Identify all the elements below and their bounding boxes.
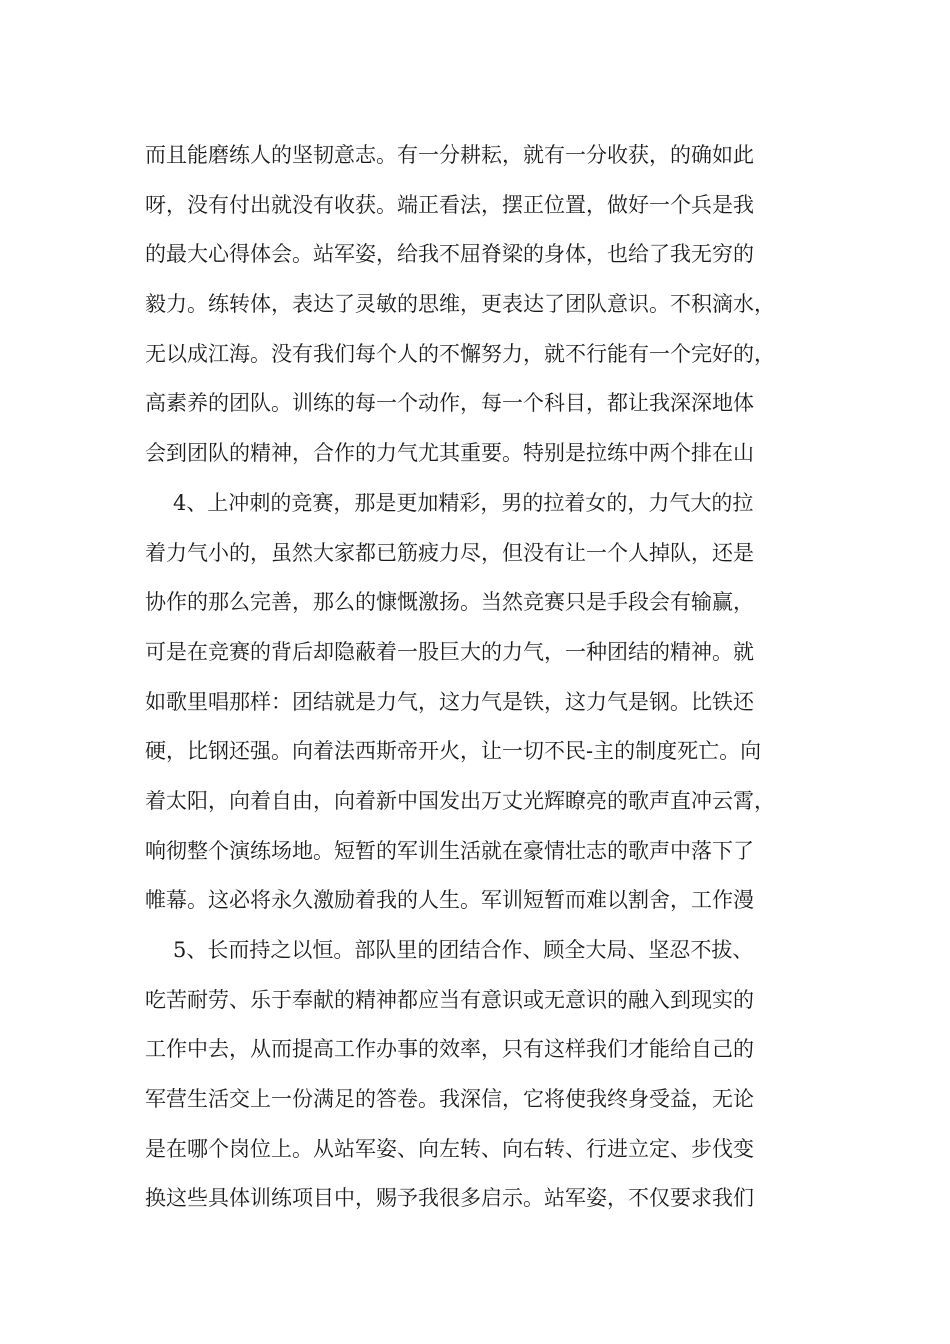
text-line: 的最大心得体会。站军姿，给我不屈脊梁的身体，也给了我无穷的 (145, 242, 754, 267)
paragraph-4-start: 4、上冲刺的竞赛，那是更加精彩，男的拉着女的，力气大的拉 (173, 490, 754, 515)
text-line: 毅力。练转体，表达了灵敏的思维，更表达了团队意识。不积滴水， (145, 292, 775, 317)
text-line: 吃苦耐劳、乐于奉献的精神都应当有意识或无意识的融入到现实的 (145, 987, 754, 1012)
text-line: 而且能磨练人的坚韧意志。有一分耕耘，就有一分收获，的确如此 (145, 143, 754, 167)
text-line: 协作的那么完善，那么的慷慨激扬。当然竞赛只是手段会有输赢， (145, 590, 754, 615)
text-line: 是在哪个岗位上。从站军姿、向左转、向右转、行进立定、步伐变 (145, 1136, 754, 1161)
text-line: 帷幕。这必将永久激励着我的人生。军训短暂而难以割舍，工作漫 (145, 888, 754, 913)
text-line: 可是在竞赛的背后却隐蔽着一股巨大的力气，一种团结的精神。就 (145, 639, 754, 664)
text-line: 如歌里唱那样：团结就是力气，这力气是铁，这力气是钢。比铁还 (145, 689, 754, 714)
text-line: 着太阳，向着自由，向着新中国发出万丈光辉瞭亮的歌声直冲云霄， (145, 788, 775, 813)
paragraph-5-start: 5、长而持之以恒。部队里的团结合作、顾全大局、坚忍不拔、 (173, 938, 754, 962)
text-line: 硬，比钢还强。向着法西斯帝开火，让一切不民-主的制度死亡。向 (145, 739, 762, 764)
text-line: 呀，没有付出就没有收获。端正看法，摆正位置，做好一个兵是我 (145, 192, 754, 217)
text-line: 换这些具体训练项目中，赐予我很多启示。站军姿，不仅要求我们 (145, 1186, 754, 1211)
text-line: 高素养的团队。训练的每一个动作，每一个科目，都让我深深地体 (145, 391, 754, 416)
text-line: 会到团队的精神，合作的力气尤其重要。特别是拉练中两个排在山 (145, 441, 754, 466)
text-line: 无以成江海。没有我们每个人的不懈努力，就不行能有一个完好的， (145, 341, 775, 366)
text-line: 工作中去，从而提高工作办事的效率，只有这样我们才能给自己的 (145, 1037, 754, 1062)
text-line: 响彻整个演练场地。短暂的军训生活就在豪情壮志的歌声中落下了 (145, 838, 754, 863)
document-body (145, 131, 845, 1224)
text-line: 军营生活交上一份满足的答卷。我深信，它将使我终身受益，无论 (145, 1087, 754, 1112)
text-line: 着力气小的，虽然大家都已筋疲力尽，但没有让一个人掉队，还是 (145, 540, 754, 565)
